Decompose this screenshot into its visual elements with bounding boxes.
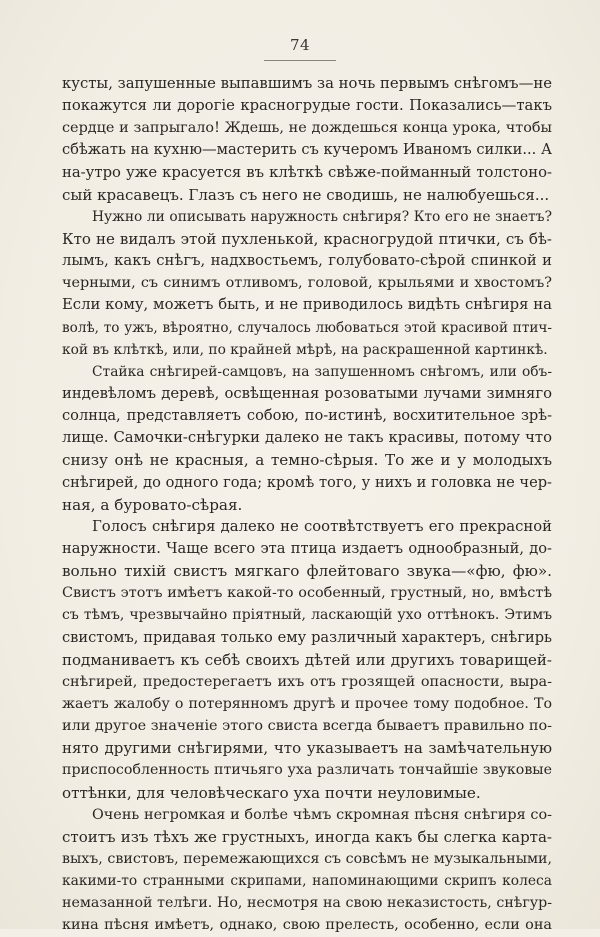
text-line: Если кому, можетъ быть, и не приводилось видѣть снѣгиря на <box>62 296 552 314</box>
text-line: индевѣломъ деревѣ, освѣщенная розоватыми лучами зимняго <box>62 384 552 402</box>
text-line: ная, а буровато-сѣрая. <box>62 495 243 514</box>
text-line: свистомъ, придавая только ему различный характеръ, снѣгирь <box>62 628 552 646</box>
text-line: на-утро уже красуется въ клѣткѣ свѣже-пойманный толстоно- <box>62 163 552 181</box>
text-line: съ тѣмъ, чрезвычайно пріятный, ласкающій ухо оттѣнокъ. Этимъ <box>62 607 552 624</box>
text-line: наружности. Чаще всего эта птица издаетъ однообразный, до- <box>62 539 552 557</box>
text-line: подманиваетъ къ себѣ своихъ дѣтей или другихъ товарищей- <box>62 650 552 669</box>
text-line: лище. Самочки-снѣгурки далеко не такъ красивы, потому что <box>62 429 552 447</box>
text-line: кой въ клѣткѣ, или, по крайней мѣрѣ, на раскрашенной картинкѣ. <box>62 341 548 358</box>
text-line: сый красавецъ. Глазъ съ него не сводишь, не налюбуешься... <box>62 185 550 204</box>
text-line: вольно тихій свистъ мягкаго флейтоваго звука—«фю, фю». <box>62 562 552 581</box>
text-line: Кто не видалъ этой пухленькой, красногрудой птички, съ бѣ- <box>62 229 552 248</box>
text-line: выхъ, свистовъ, перемежающихся съ совсѣмъ не музыкальными, <box>62 850 552 867</box>
text-line: оттѣнки, для человѣческаго уха почти неуловимые. <box>62 783 481 802</box>
text-line: снѣгирей, до одного года; кромѣ того, у нихъ и головка не чер- <box>62 473 552 491</box>
text-line: лымъ, какъ снѣгъ, надхвостьемъ, голубовато-сѣрой спинкой и <box>62 252 552 270</box>
page-number: 74 <box>289 36 311 54</box>
text-line: стоитъ изъ тѣхъ же грустныхъ, иногда какъ бы слегка карта- <box>62 827 552 846</box>
text-line: сбѣжать на кухню—мастерить съ кучеромъ Иваномъ силки... А <box>62 141 552 159</box>
text-line: Стайка снѣгирей-самцовъ, на запушенномъ снѣгомъ, или объ- <box>92 363 552 380</box>
text-line: кусты, запушенные выпавшимъ за ночь первымъ снѣгомъ—не <box>62 75 552 92</box>
text-line: приспособленность птичьяго уха различать тончайшіе звуковые <box>62 762 552 779</box>
text-line: снизу онѣ не красныя, а темно-сѣрыя. То же и у молодыхъ <box>62 451 552 470</box>
text-line: Свистъ этотъ имѣетъ какой-то особенный, грустный, но, вмѣстѣ <box>62 585 552 602</box>
text-line: Очень негромкая и болѣе чѣмъ скромная пѣсня снѣгиря со- <box>92 806 552 823</box>
text-line: покажутся ли дорогіе красногрудые гости. Показались—такъ <box>62 97 552 115</box>
text-line: или другое значеніе этого свиста всегда бываетъ правильно по- <box>62 718 552 735</box>
text-line: кина пѣсня имѣетъ, однако, свою прелесть, особенно, если она <box>62 917 552 934</box>
text-line: какими-то странными скрипами, напоминающими скрипъ колеса <box>62 873 552 890</box>
text-line: черными, съ синимъ отливомъ, головой, крыльями и хвостомъ? <box>62 275 552 292</box>
text-line: солнца, представляетъ собою, по-истинѣ, восхитительное зрѣ- <box>62 407 552 425</box>
text-line: Голосъ снѣгиря далеко не соотвѣтствуетъ его прекрасной <box>92 517 552 535</box>
text-line: жаетъ жалобу о потерянномъ другѣ и прочее тому подобное. То <box>62 695 552 712</box>
text-line: сердце и запрыгало! Ждешь, не дождешься конца урока, чтобы <box>62 120 552 137</box>
text-line: немазанной телѣги. Но, несмотря на свою неказистость, снѣгур- <box>62 895 552 912</box>
text-line: снѣгирей, предостерегаетъ ихъ отъ грозящей опасности, выра- <box>62 673 552 690</box>
header-rule <box>264 60 336 61</box>
text-line: волѣ, то ужъ, вѣроятно, случалось любоваться этой красивой птич- <box>62 319 552 336</box>
text-line: нято другими снѣгирями, что указываетъ на замѣчательную <box>62 739 552 758</box>
text-line: Нужно ли описывать наружность снѣгиря? Кто его не знаетъ? <box>92 208 552 225</box>
body-text <box>62 73 552 936</box>
